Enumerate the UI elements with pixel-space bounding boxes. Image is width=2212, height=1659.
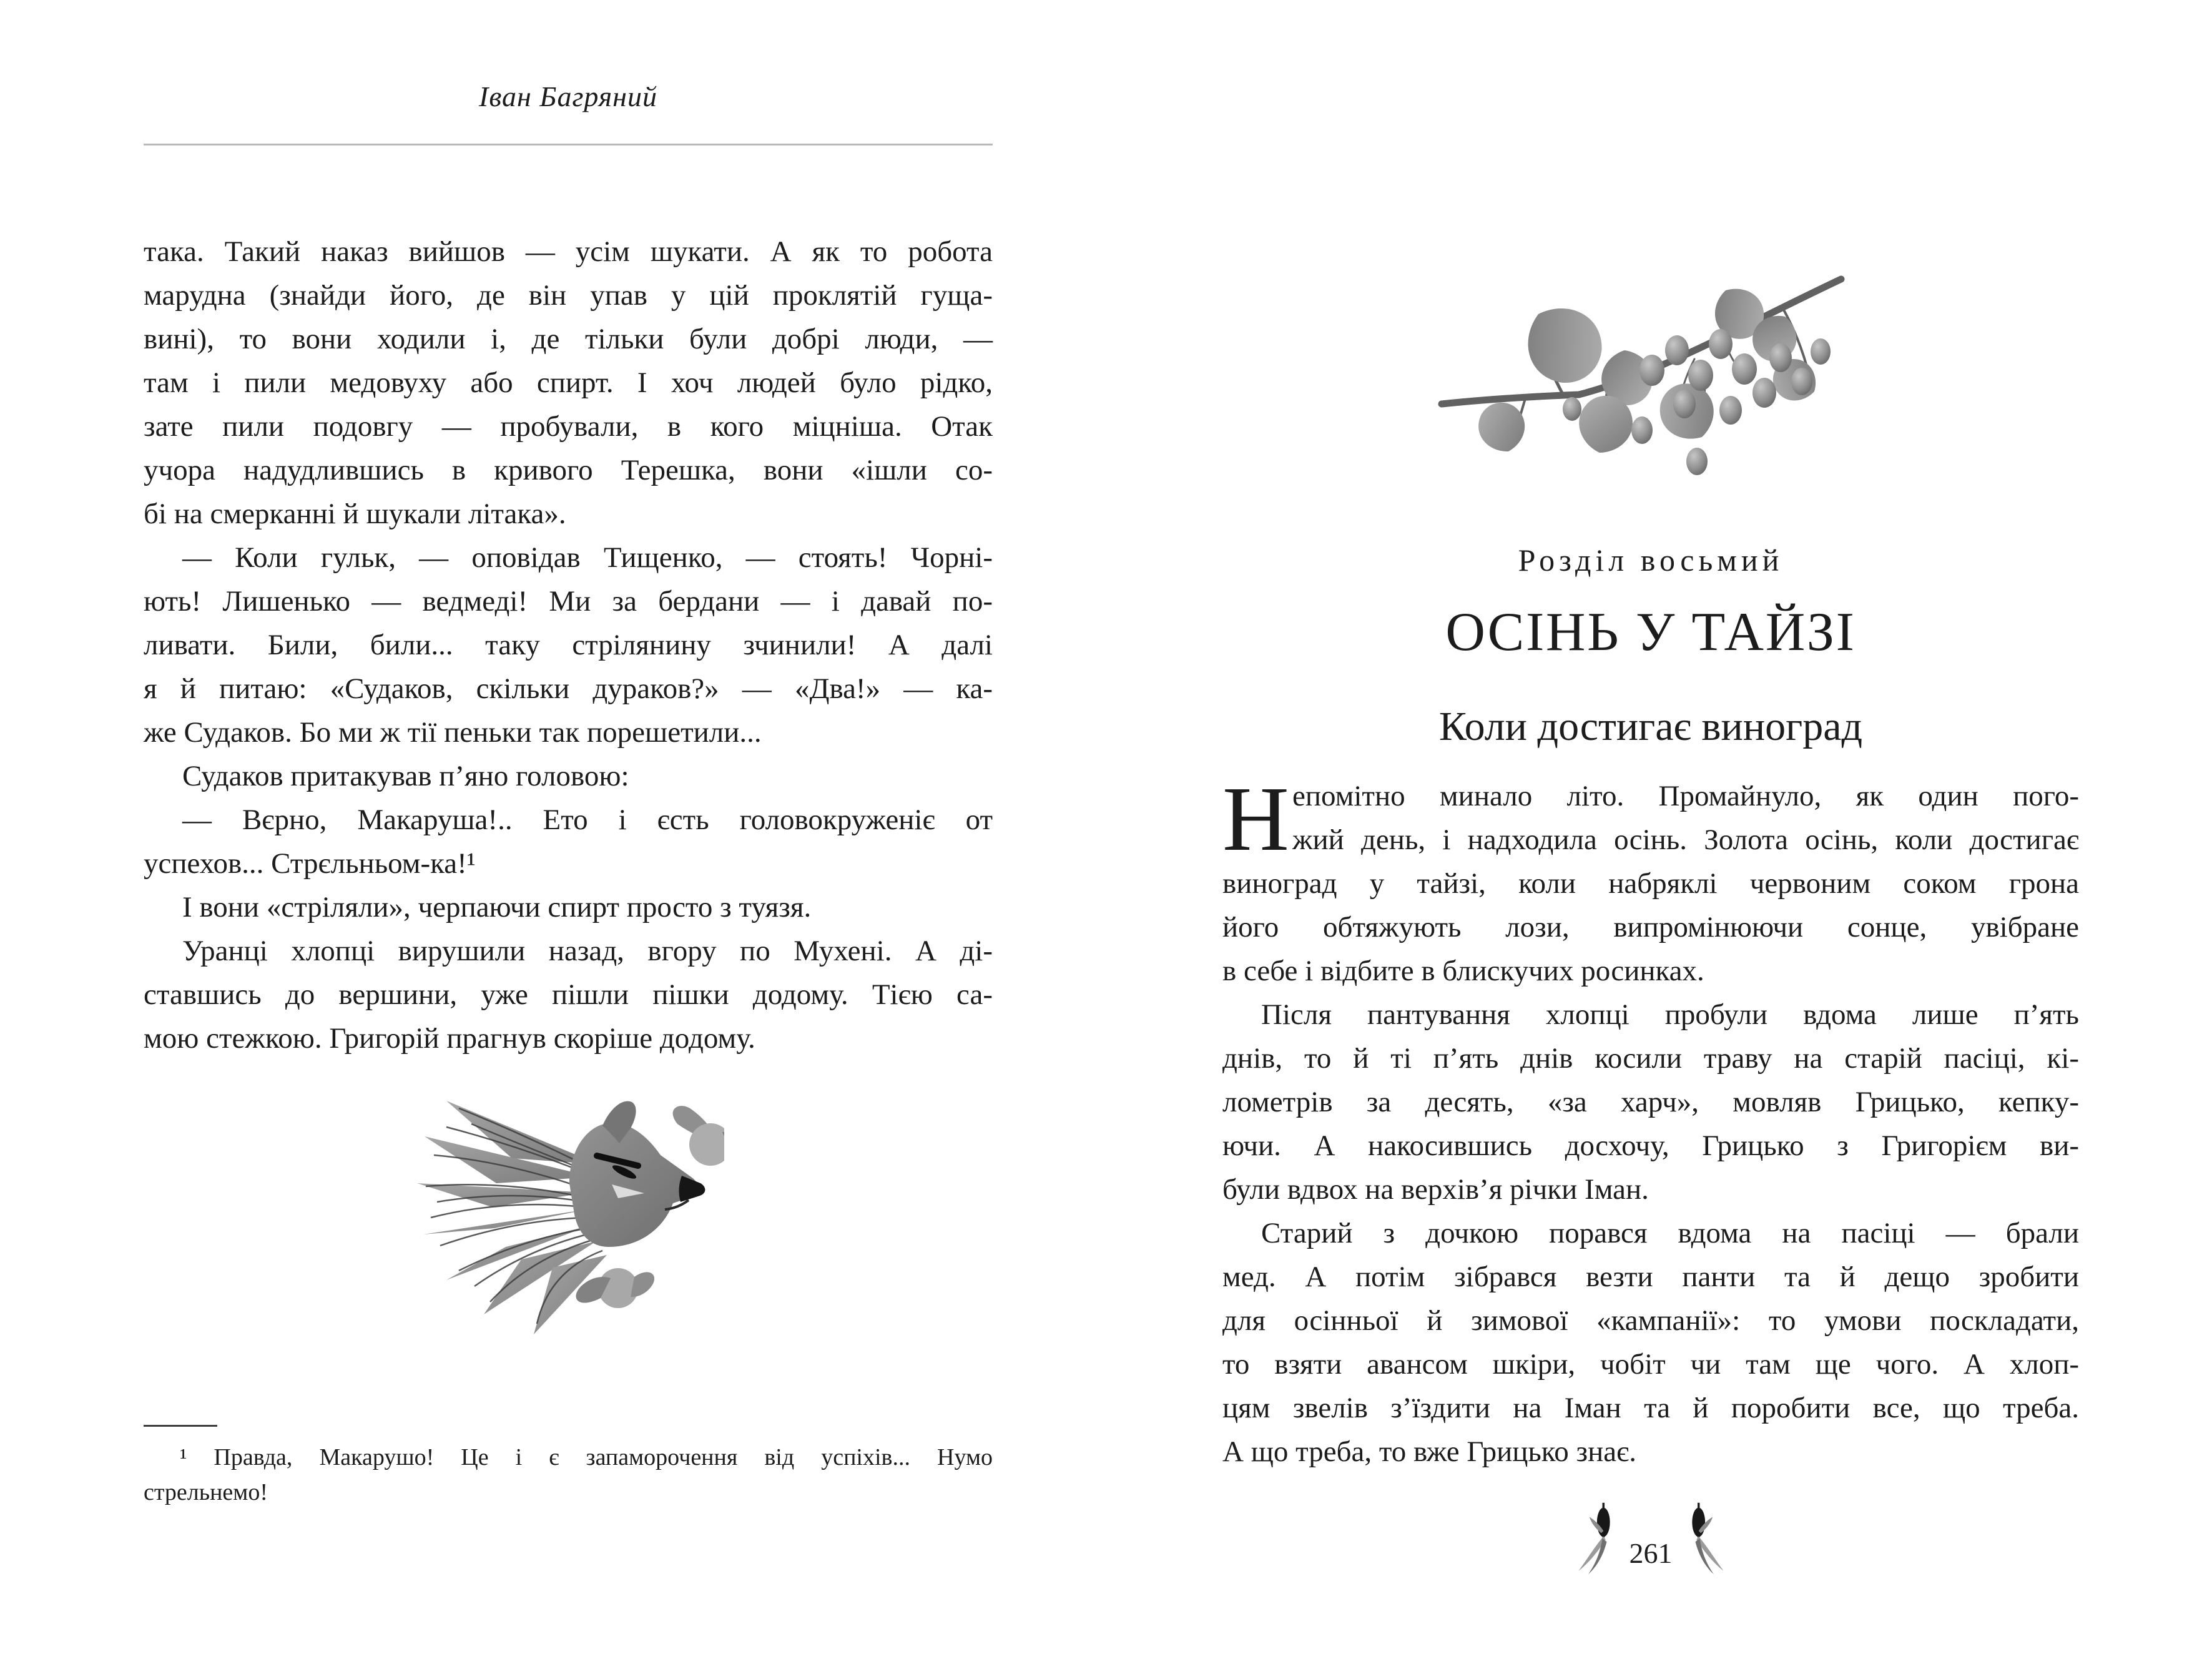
text-line: успехов... Стрєльньом-ка!¹ bbox=[144, 847, 476, 880]
text-line: ливати. Били, били... таку стрілянину зчинили! А далі bbox=[144, 629, 993, 661]
text-line: там і пили медовуху або спирт. І хоч людей було рідко, bbox=[144, 367, 993, 399]
text-line: я й питаю: «Судаков, скільки дураков?» — «Два!» — ка- bbox=[144, 672, 993, 705]
paragraph bbox=[144, 929, 993, 1060]
text-line: епомітно минало літо. Промайнуло, як один пого- bbox=[1292, 780, 2079, 812]
berry-branch-illustration bbox=[1432, 247, 1869, 496]
text-line: вині), то вони ходили і, де тільки були добрі люди, — bbox=[144, 323, 993, 355]
text-line: І вони «стріляли», черпаючи спирт просто з туязя. bbox=[182, 891, 812, 923]
paragraph bbox=[1222, 993, 2079, 1211]
footnote-line: стрельнемо! bbox=[144, 1479, 268, 1505]
footnote-line: ¹ Правда, Макарушо! Це і є запаморочення від успіхів... Нумо bbox=[180, 1444, 993, 1470]
paragraph bbox=[144, 230, 993, 536]
paragraph bbox=[144, 754, 993, 798]
right-body-text bbox=[1222, 768, 2079, 1474]
text-line: Судаков притакував п’яно головою: bbox=[182, 760, 629, 792]
page-number-row bbox=[1222, 1497, 2079, 1580]
paragraph bbox=[144, 885, 993, 929]
paragraph bbox=[144, 536, 993, 754]
right-page bbox=[1222, 0, 2079, 1659]
page-number: 261 bbox=[1629, 1537, 1673, 1569]
leaf-swirl-right bbox=[673, 1106, 724, 1166]
text-line: Після пантування хлопці пробули вдома лише п’ять bbox=[1261, 998, 2079, 1031]
text-line: цям звелів з’їздити на Іман та й поробити все, що треба. bbox=[1222, 1392, 2079, 1424]
text-line: — Коли гульк, — оповідав Тищенко, — стоять! Чорні- bbox=[182, 541, 993, 574]
text-line: така. Такий наказ вийшов — усім шукати. А як то робота bbox=[144, 235, 993, 268]
running-header: Іван Багряний bbox=[479, 81, 657, 112]
drop-cap: Н bbox=[1222, 768, 1289, 870]
text-line: днів, то й ті п’ять днів косили траву на старій пасіці, кі- bbox=[1222, 1042, 2079, 1075]
paragraph bbox=[144, 798, 993, 885]
text-line: А що треба, то вже Грицько знає. bbox=[1222, 1435, 1637, 1468]
text-line: його обтяжують лози, випромінюючи сонце, увібране bbox=[1222, 911, 2079, 943]
text-line: ставшись до вершини, уже пішли пішки додому. Тією са- bbox=[144, 978, 993, 1011]
text-line: марудна (знайди його, де він упав у цій проклятій гуща- bbox=[144, 279, 993, 312]
left-page bbox=[144, 0, 993, 1659]
footnote-rule bbox=[144, 1425, 217, 1427]
text-line: ючи. А накосившись досхочу, Грицько з Григорієм ви- bbox=[1222, 1130, 2079, 1162]
cattail-left-icon bbox=[1572, 1497, 1621, 1580]
text-line: жий день, і надходила осінь. Золота осінь, коли достигає bbox=[1292, 824, 2079, 856]
text-line: бі на смерканні й шукали літака». bbox=[144, 498, 566, 530]
text-line: ють! Лишенько — ведмеді! Ми за бердани — і давай по- bbox=[144, 585, 993, 618]
text-line: були вдвох на верхів’я річки Іман. bbox=[1222, 1173, 1649, 1206]
text-line: мед. А потім зібрався везти панти та й дещо зробити bbox=[1222, 1261, 2079, 1293]
paragraph bbox=[1222, 1211, 2079, 1474]
text-line: в себе і відбите в блискучих росинках. bbox=[1222, 955, 1704, 987]
paragraph bbox=[1222, 768, 2079, 993]
text-line: же Судаков. Бо ми ж тії пеньки так порешетили... bbox=[144, 716, 762, 749]
text-line: виноград у тайзі, коли набряклі червоним соком грона bbox=[1222, 867, 2079, 900]
chapter-label: Розділ восьмий bbox=[1518, 543, 1784, 578]
text-line: Старий з дочкою порався вдома на пасіці — брали bbox=[1261, 1217, 2079, 1249]
text-line: мою стежкою. Григорій прагнув скоріше додому. bbox=[144, 1022, 755, 1055]
boar-head-illustration bbox=[412, 1090, 724, 1339]
header-rule bbox=[144, 144, 993, 145]
text-line: учора надудлившись в кривого Терешка, вони «ішли со- bbox=[144, 454, 993, 486]
footnote bbox=[144, 1440, 993, 1510]
text-line: для осінньої й зимової «кампанії»: то умови поскладати, bbox=[1222, 1304, 2079, 1337]
cattail-right-icon bbox=[1681, 1497, 1730, 1580]
text-line: то взяти авансом шкіри, чобіт чи там ще чого. А хлоп- bbox=[1222, 1348, 2079, 1381]
text-line: зате пили подовгу — пробували, в кого міцніша. Отак bbox=[144, 410, 993, 443]
left-body-text bbox=[144, 230, 993, 1060]
text-line: — Вєрно, Макаруша!.. Ето і єсть головокруженіє от bbox=[182, 804, 993, 836]
chapter-title: ОСІНЬ У ТАЙЗІ bbox=[1445, 602, 1856, 662]
text-line: лометрів за десять, «за харч», мовляв Грицько, кепку- bbox=[1222, 1086, 2079, 1118]
section-title: Коли достигає виноград bbox=[1438, 704, 1863, 749]
text-line: Уранці хлопці вирушили назад, вгору по Мухені. А ді- bbox=[182, 935, 993, 967]
